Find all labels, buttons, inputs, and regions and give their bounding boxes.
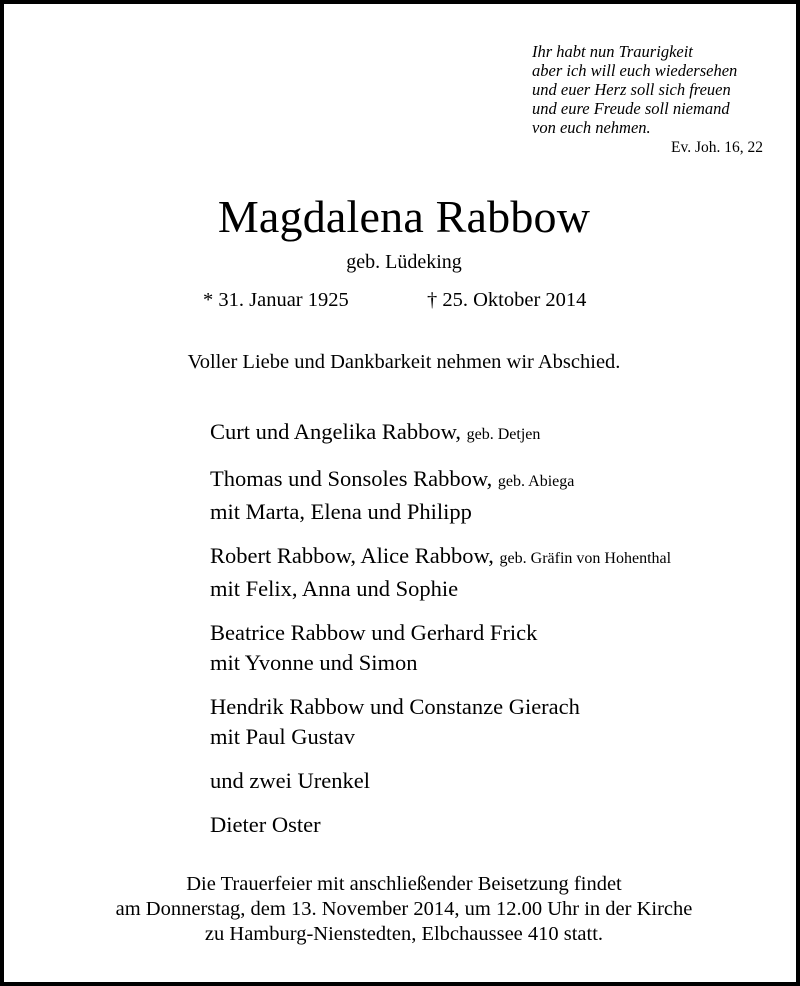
mourner-name: Beatrice Rabbow und Gerhard Frick — [210, 620, 538, 645]
quote-reference: Ev. Joh. 16, 22 — [671, 139, 763, 156]
mourner-nee: geb. Detjen — [466, 426, 541, 443]
mourner-name-row — [210, 417, 790, 450]
quote-line: und euer Herz soll sich freuen — [532, 80, 731, 99]
maiden-name: geb. Lüdeking — [346, 251, 462, 273]
farewell-text: Voller Liebe und Dankbarkeit nehmen wir Abschied. — [187, 351, 621, 373]
mourner-children: mit Marta, Elena und Philipp — [210, 499, 472, 524]
mourner-group — [210, 766, 790, 796]
quote-line: Ihr habt nun Traurigkeit — [532, 42, 693, 61]
mourner-group — [210, 417, 790, 450]
mourner-name: Robert Rabbow, Alice Rabbow, — [210, 543, 494, 568]
mourner-name: Hendrik Rabbow und Constanze Gierach — [210, 694, 580, 719]
mourner-group — [210, 692, 790, 752]
mourner-nee: geb. Gräfin von Hohenthal — [499, 550, 672, 567]
mourner-group — [210, 464, 790, 527]
quote-line: und eure Freude soll niemand — [532, 99, 730, 118]
ceremony-line: zu Hamburg-Nienstedten, Elbchaussee 410 statt. — [204, 923, 604, 945]
mourner-name: Curt und Angelika Rabbow, — [210, 419, 462, 444]
mourner-group — [210, 618, 790, 678]
mourner-children: mit Felix, Anna und Sophie — [210, 576, 459, 601]
mourner-group — [210, 810, 790, 840]
mourner-name-row — [210, 541, 790, 574]
mourner-children: mit Yvonne und Simon — [210, 650, 418, 675]
mourner-nee: geb. Abiega — [497, 473, 575, 490]
mourner-name: Dieter Oster — [210, 812, 321, 837]
ceremony-line: Die Trauerfeier mit anschließender Beisetzung findet — [186, 873, 622, 895]
quote-line: von euch nehmen. — [532, 118, 651, 137]
mourner-name: und zwei Urenkel — [210, 768, 370, 793]
ceremony-info — [4, 872, 800, 947]
mourner-group — [210, 541, 790, 604]
birth-date: * 31. Januar 1925 — [203, 289, 349, 311]
death-date: † 25. Oktober 2014 — [427, 289, 587, 311]
deceased-name: Magdalena Rabbow — [217, 191, 591, 242]
ceremony-line: am Donnerstag, dem 13. November 2014, um 12.00 Uhr in der Kirche — [115, 898, 693, 920]
quote-line: aber ich will euch wiedersehen — [532, 61, 738, 80]
mourners-list — [210, 417, 790, 854]
mourner-name-row — [210, 464, 790, 497]
mourner-children: mit Paul Gustav — [210, 724, 355, 749]
bible-quote — [532, 42, 782, 157]
mourner-name: Thomas und Sonsoles Rabbow, — [210, 466, 493, 491]
